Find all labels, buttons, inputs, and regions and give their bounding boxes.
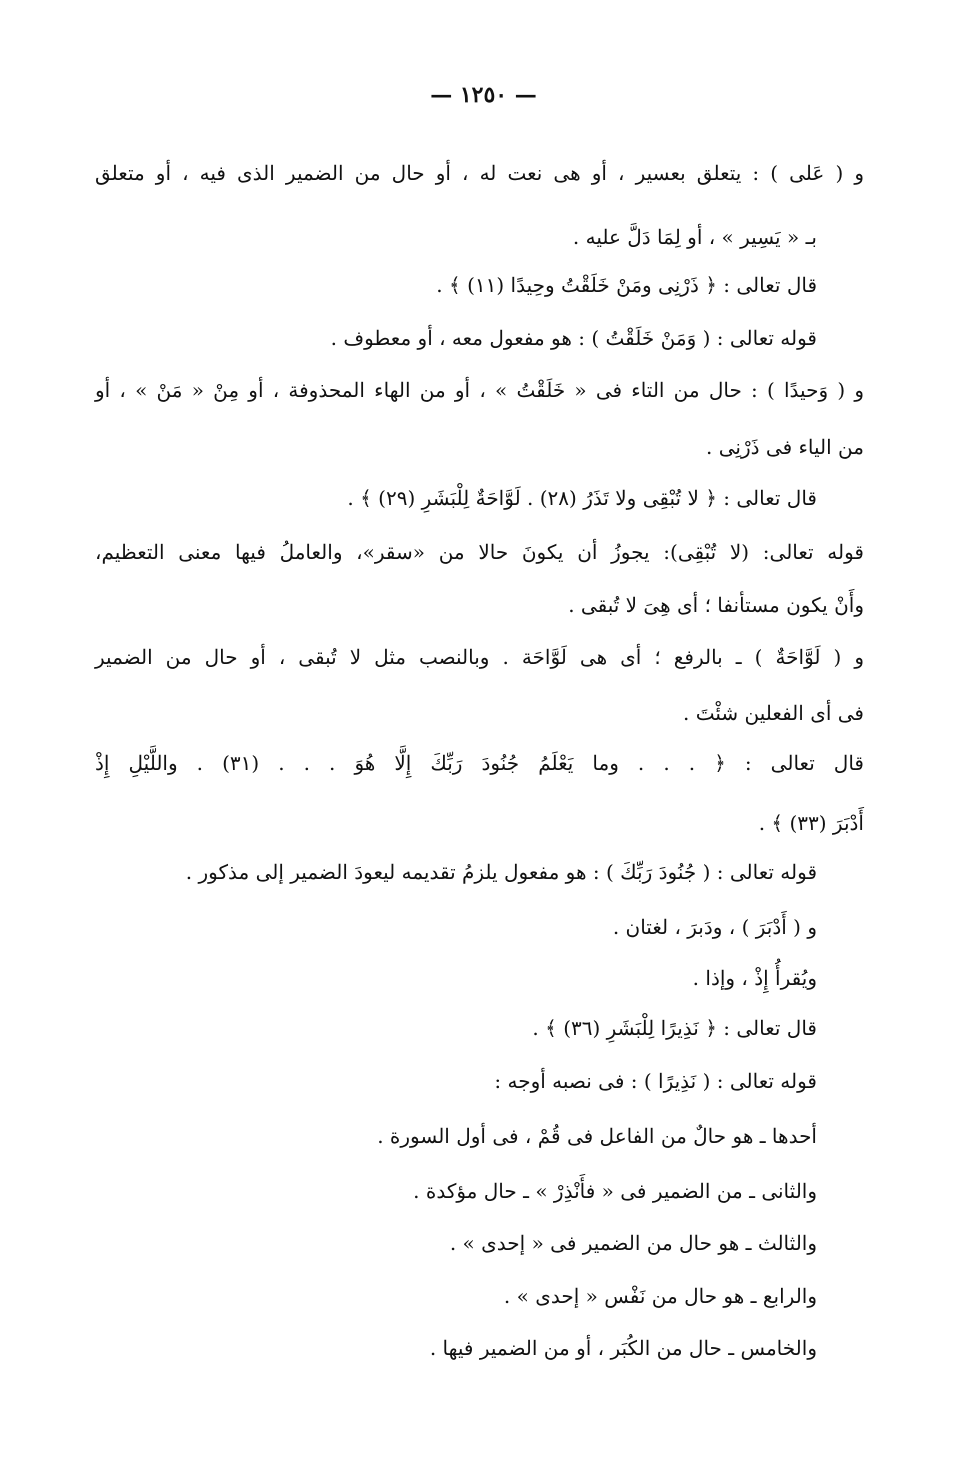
text-line: قوله تعالى : ( نَذِيرًا ) : فى نصبه أوجه : <box>494 1069 817 1093</box>
verse-line: قال تعالى : ﴿ لا تُبْقِى ولا تَذَرُ (٢٨) . لَوَّاحَةٌ لِلْبَشَرِ (٢٩) ﴾ . <box>347 486 817 510</box>
text-line: وأَنْ يكون مستأنفا ؛ أى هِىَ لا تُبقى . <box>568 593 864 617</box>
text-line: من الياء فى ذَرْنِى . <box>706 435 864 459</box>
verse-line: قال تعالى : ﴿ نَذِيرًا لِلْبَشَرِ (٣٦) ﴾ . <box>532 1016 817 1040</box>
verse-line: أَدْبَرَ (٣٣) ﴾ . <box>758 811 864 835</box>
text-line: والثالث ـ هو حال من الضمير فى « إحدى » . <box>449 1231 817 1255</box>
page-number: — ١٢٥٠ — <box>430 82 537 108</box>
text-line: و ( أَدْبَرَ ) ، ودَبرَ ، لغتان . <box>612 915 817 939</box>
text-line: ويُقرأُ إِذْ ، وإذا . <box>692 966 817 990</box>
text-line: أحدها ـ هو حالٌ من الفاعل فى قُمْ ، فى أول السورة . <box>377 1124 817 1148</box>
text-line: قوله تعالى: (لا تُبْقِى): يجوزُ أن يكونَ حالا من «سقر»، والعاملُ فيها معنى التعظيم، <box>95 540 864 564</box>
text-line: والخامس ـ حال من الكُبَر ، أو من الضمير فيها . <box>429 1336 817 1360</box>
verse-line: قال تعالى : ﴿ ذَرْنِى ومَنْ خَلَقْتُ وحِيدًا (١١) ﴾ . <box>436 273 817 297</box>
text-line: والثانى ـ من الضمير فى « فأَنْذِرْ » ـ حال مؤكدة . <box>413 1179 817 1203</box>
text-line: فى أى الفعلين شئْتَ . <box>683 701 864 725</box>
text-line: و ( عَلى ) : يتعلق بعسير ، أو هى نعت له ، أو حال من الضمير الذى فيه ، أو متعلق <box>95 161 864 185</box>
text-line: والرابع ـ هو حال من نَفْس « إحدى » . <box>503 1284 817 1308</box>
text-line: و ( وَحيدًا ) : حال من التاء فى « خَلَقْتُ » ، أو من الهاء المحذوفة ، أو مِنْ « مَنْ » ، أو <box>95 378 864 402</box>
verse-line: قال تعالى : ﴿ . . . وما يَعْلَمُ جُنُودَ رَبِّكَ إِلَّا هُوَ . . . (٣١) . واللَّيْلِ إِذْ <box>95 751 864 775</box>
text-line: قوله تعالى : ( وَمَنْ خَلَقْتُ ) : هو مفعول معه ، أو معطوف . <box>330 326 817 350</box>
text-line: و ( لَوَّاحَةٌ ) ـ بالرفع ؛ أى هى لَوَّاحَة . وبالنصب مثل لا تُبقى ، أو حال من الضمير <box>95 645 864 669</box>
text-line: قوله تعالى : ( جُنُودَ رَبِّكَ ) : هو مفعول يلزمُ تقديمه ليعودَ الضمير إلى مذكور . <box>185 860 817 884</box>
text-line: بـ « يَسِير » ، أو لِمَا دَلَّ عليه . <box>572 225 817 249</box>
